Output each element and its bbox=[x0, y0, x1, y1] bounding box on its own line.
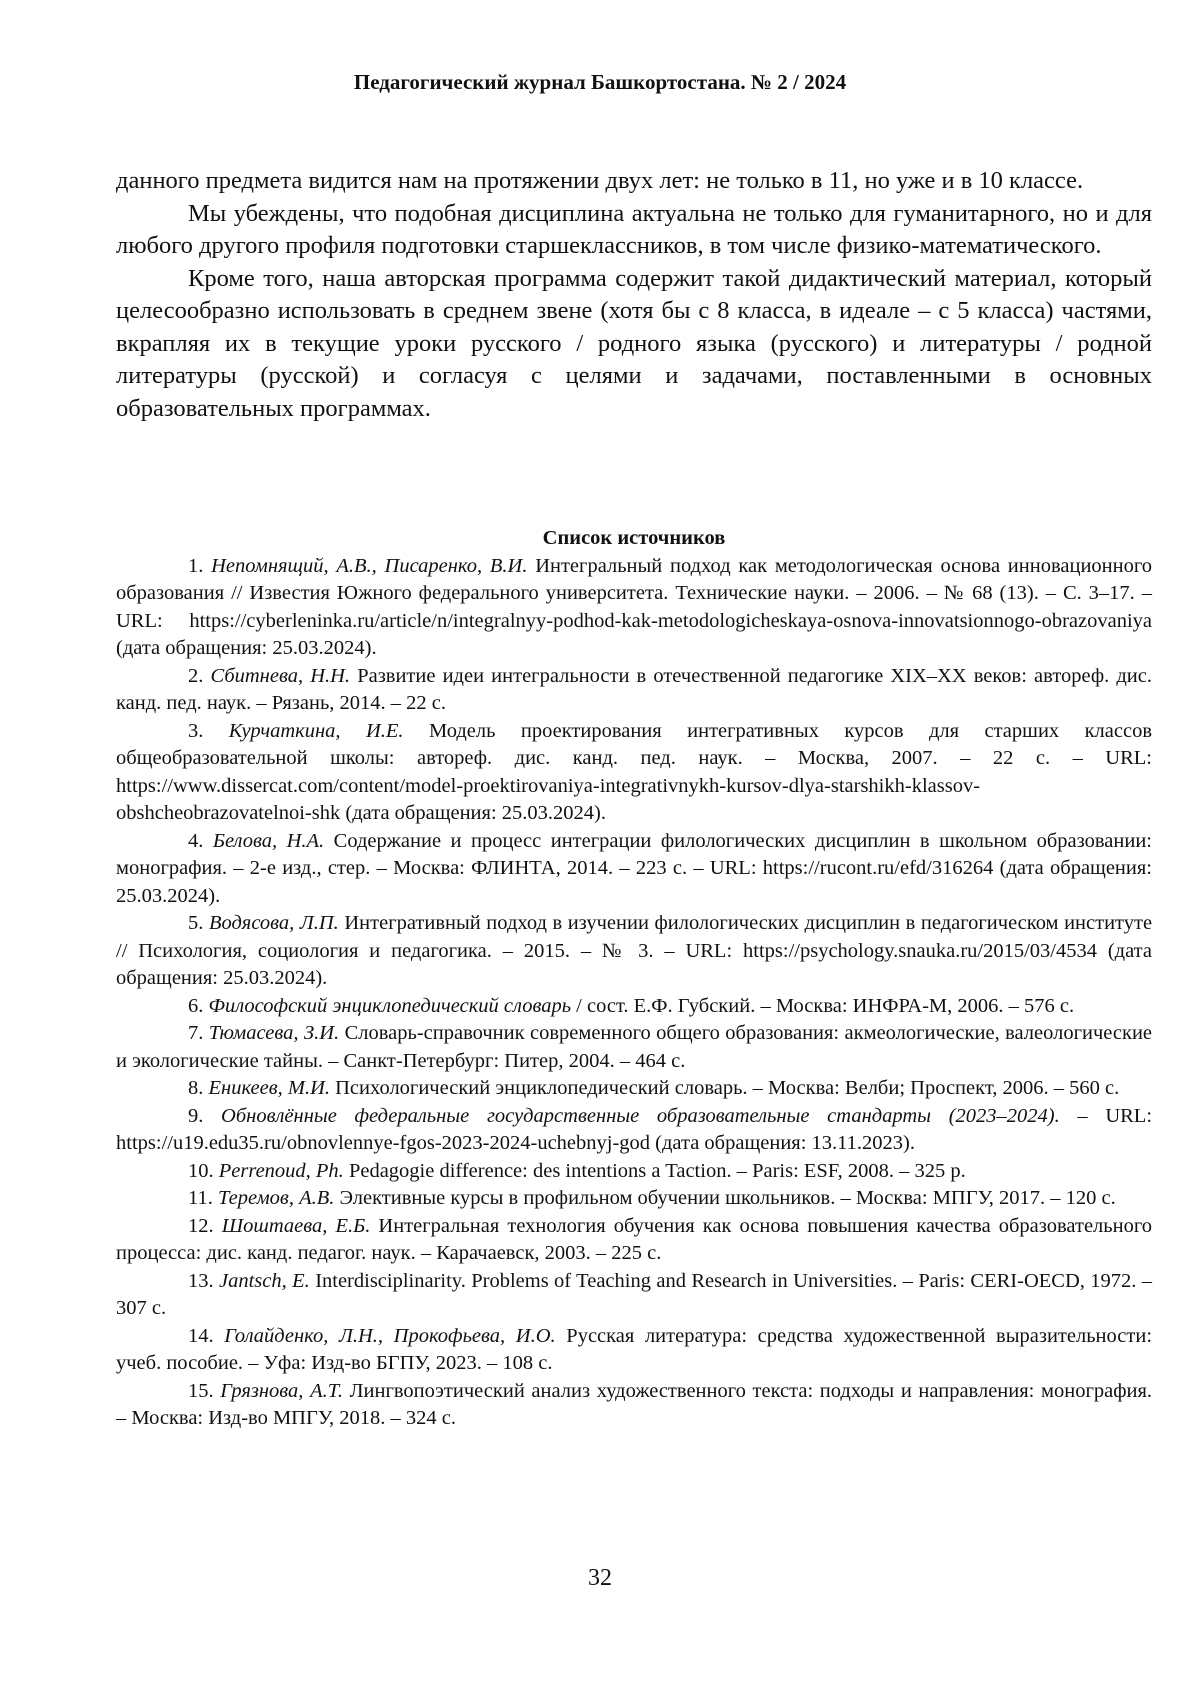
reference-author: Обновлённые федеральные государственные образовательные стандарты (2023–2024). bbox=[221, 1104, 1060, 1127]
reference-author: Водясова, Л.П. bbox=[208, 912, 339, 934]
reference-text: Pedagogie difference: des intentions a Taction. – Paris: ESF, 2008. – 325 p. bbox=[348, 1159, 966, 1182]
reference-author: Шоштаева, Е.Б. bbox=[221, 1214, 371, 1237]
reference-author: Сбитнева, Н.Н. bbox=[210, 664, 351, 687]
reference-number: 10. bbox=[188, 1159, 214, 1182]
reference-number: 4. bbox=[188, 829, 204, 852]
reference-item bbox=[116, 1075, 1152, 1103]
references-list bbox=[116, 553, 1152, 1433]
running-header: Педагогический журнал Башкортостана. № 2 / 2024 bbox=[353, 70, 847, 94]
paragraph-2: Мы убеждены, что подобная дисциплина актуальна не только для гуманитарного, но и для любого другого профиля подготовки старшеклассников, в том числе физико-математического. bbox=[116, 199, 1152, 259]
reference-author: Философский энциклопедический словарь bbox=[208, 994, 572, 1017]
reference-number: 6. bbox=[188, 994, 204, 1017]
reference-number: 5. bbox=[188, 912, 204, 934]
reference-author: Jantsch, E. bbox=[219, 1269, 310, 1292]
reference-text: Содержание и процесс интеграции филологических дисциплин в школьном образовании: монография. – 2-е изд., стер. – Москва: ФЛИНТА, 2014. – 223 с. – URL: https://rucont.ru/efd/316264 (дата обращения: 25.03.2024). bbox=[116, 829, 1152, 907]
reference-item bbox=[116, 1020, 1152, 1075]
reference-number: 11. bbox=[188, 1187, 213, 1209]
reference-item bbox=[116, 663, 1152, 718]
reference-item bbox=[116, 718, 1152, 828]
reference-text: Элективные курсы в профильном обучении школьников. – Москва: МПГУ, 2017. – 120 с. bbox=[339, 1187, 1116, 1209]
reference-author: Perrenoud, Ph. bbox=[218, 1159, 344, 1182]
reference-number: 13. bbox=[188, 1269, 214, 1292]
reference-author: Грязнова, А.Т. bbox=[220, 1379, 343, 1402]
reference-number: 14. bbox=[188, 1324, 214, 1347]
reference-number: 1. bbox=[188, 554, 204, 577]
reference-number: 8. bbox=[188, 1077, 204, 1099]
reference-item bbox=[116, 553, 1152, 663]
reference-author: Тюмасева, З.И. bbox=[208, 1022, 340, 1044]
reference-item bbox=[116, 1158, 1152, 1186]
reference-author: Непомнящий, А.В., Писаренко, В.И. bbox=[211, 554, 528, 577]
reference-number: 12. bbox=[188, 1214, 214, 1237]
reference-number: 15. bbox=[188, 1379, 214, 1402]
reference-text: Лингвопоэтический анализ художественного текста: подходы и направления: монография. – Москва: Изд-во МПГУ, 2018. – 324 с. bbox=[116, 1379, 1153, 1429]
reference-item bbox=[116, 993, 1152, 1021]
reference-text: Интегральная технология обучения как основа повышения качества образовательного процесса: дис. канд. педагог. наук. – Карачаевск, 2003. – 225 с. bbox=[116, 1214, 1152, 1264]
paragraph-3: Кроме того, наша авторская программа содержит такой дидактический материал, который целесообразно использовать в среднем звене (хотя бы с 8 класса, в идеале – с 5 класса) частями, вкрапляя их в текущие уроки русского / родного языка (русского) и литературы / родной литературы (русской) и согласуя с целями и задачами, поставленными в основных образовательных программах. bbox=[116, 264, 1152, 422]
reference-item bbox=[116, 1213, 1152, 1268]
reference-number: 3. bbox=[188, 719, 204, 742]
reference-text: – URL: https://u19.edu35.ru/obnovlennye-fgos-2023-2024-uchebnyj-god (дата обращения: 13.11.2023). bbox=[116, 1104, 1153, 1154]
reference-number: 7. bbox=[188, 1022, 204, 1044]
page-number: 32 bbox=[588, 1565, 612, 1591]
reference-number: 2. bbox=[188, 664, 204, 687]
reference-author: Голайденко, Л.Н., Прокофьева, И.О. bbox=[224, 1324, 556, 1347]
paragraph-1: данного предмета видится нам на протяжении двух лет: не только в 11, но уже и в 10 классе. bbox=[116, 167, 1084, 194]
reference-author: Курчаткина, И.Е. bbox=[228, 719, 404, 742]
reference-author: Еникеев, М.И. bbox=[208, 1077, 330, 1099]
reference-text: Русская литература: средства художественной выразительности: учеб. пособие. – Уфа: Изд-во БГПУ, 2023. – 108 с. bbox=[116, 1324, 1153, 1374]
reference-number: 9. bbox=[188, 1104, 204, 1127]
reference-text: Interdisciplinarity. Problems of Teaching and Research in Universities. – Paris: CERI-OECD, 1972. – 307 с. bbox=[116, 1269, 1153, 1319]
reference-item bbox=[116, 828, 1152, 911]
reference-text: Интегральный подход как методологическая основа инновационного образования // Известия Южного федерального университета. Технические науки. – 2006. – № 68 (13). – С. 3–17. – URL: https://cyberleninka.ru/article/n/integralnyy-podhod-kak-metodologicheskaya-osnova-innovatsionnogo-obrazovaniya (дата обращения: 25.03.2024). bbox=[116, 554, 1153, 659]
reference-text: Словарь-справочник современного общего образования: акмеологические, валеологические и экологические тайны. – Санкт-Петербург: Питер, 2004. – 464 с. bbox=[116, 1022, 1153, 1072]
references-section bbox=[116, 525, 1152, 1433]
reference-text: Интегративный подход в изучении филологических дисциплин в педагогическом институте // Психология, социология и педагогика. – 2015. – № 3. – URL: https://psychology.snauka.ru/2015/03/4534 (дата обращения: 25.03.2024). bbox=[116, 912, 1153, 989]
body-text bbox=[116, 165, 1152, 425]
reference-item bbox=[116, 1323, 1152, 1378]
reference-item bbox=[116, 1268, 1152, 1323]
reference-text: / сост. Е.Ф. Губский. – Москва: ИНФРА-М, 2006. – 576 с. bbox=[576, 994, 1075, 1017]
reference-text: Психологический энциклопедический словарь. – Москва: Велби; Проспект, 2006. – 560 с. bbox=[335, 1077, 1120, 1099]
reference-item bbox=[116, 1378, 1152, 1433]
reference-author: Теремов, А.В. bbox=[218, 1187, 335, 1209]
reference-item bbox=[116, 910, 1152, 993]
reference-author: Белова, Н.А. bbox=[212, 829, 325, 852]
reference-text: Модель проектирования интегративных курсов для старших классов общеобразовательной школы: автореф. дис. канд. пед. наук. – Москва, 2007. – 22 с. – URL: https://www.dissercat.com/content/model-proektirovaniya-integrativnykh-kursov-dlya-starshikh-klassov-obshcheobrazovatelnoi-shk (дата обращения: 25.03.2024). bbox=[116, 719, 1153, 824]
reference-item bbox=[116, 1103, 1152, 1158]
references-title: Список источников bbox=[542, 527, 726, 549]
reference-text: Развитие идеи интегральности в отечественной педагогике XIX–XX веков: автореф. дис. канд. пед. наук. – Рязань, 2014. – 22 с. bbox=[116, 664, 1153, 714]
reference-item bbox=[116, 1185, 1152, 1213]
